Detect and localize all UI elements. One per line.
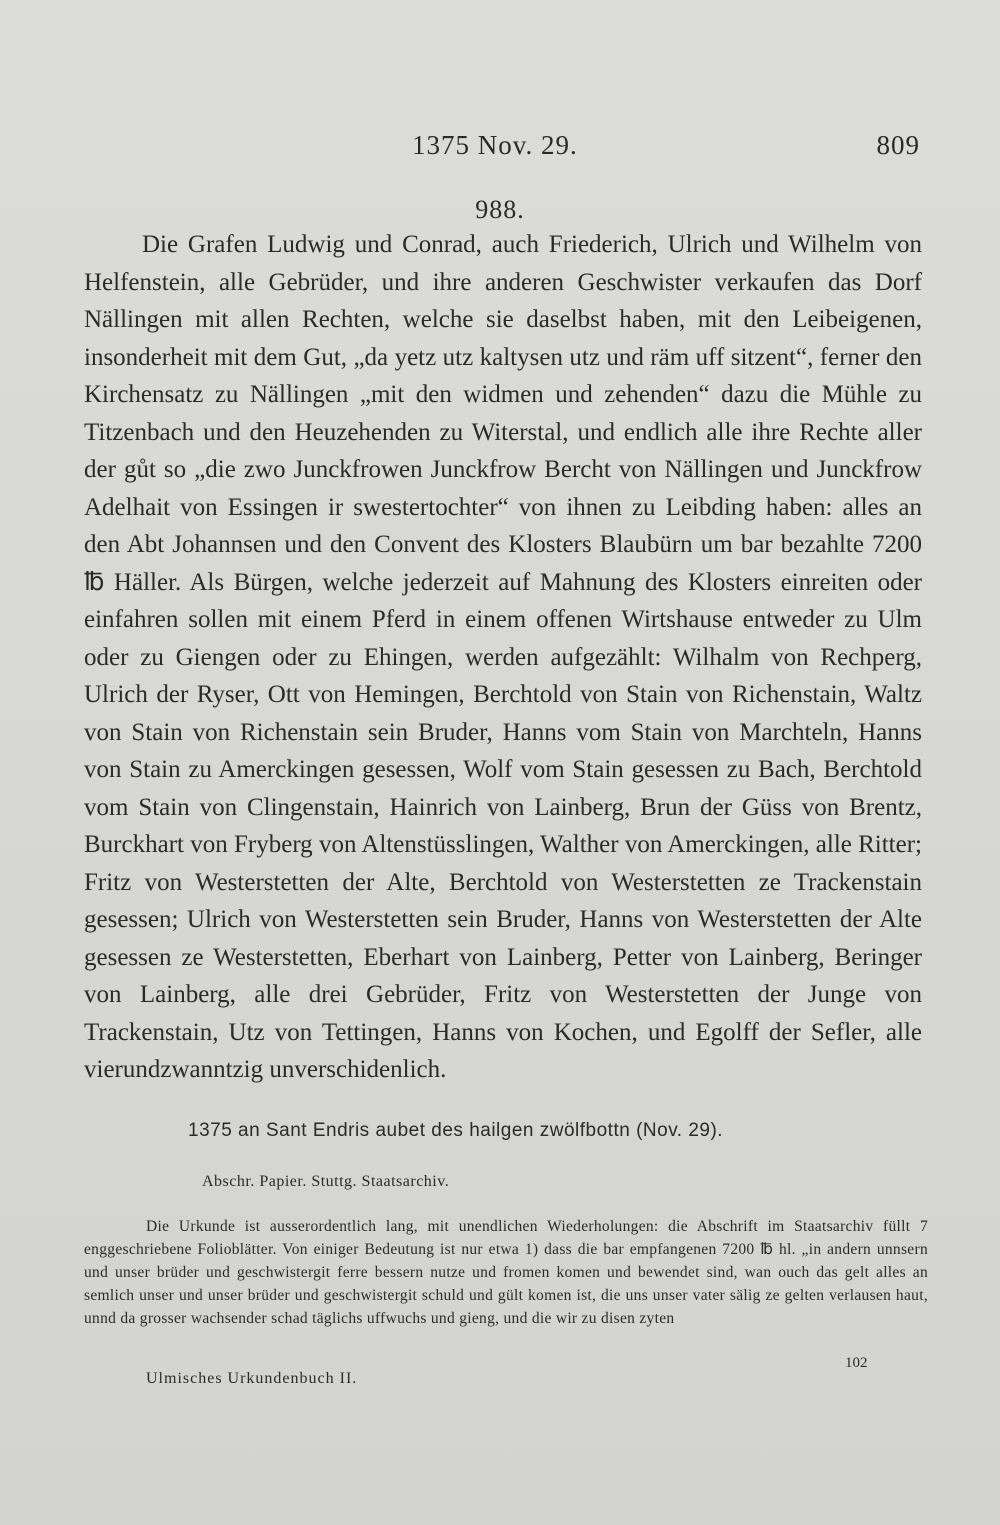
document-number: 988.: [475, 195, 525, 224]
source-note: Abschr. Papier. Stuttg. Staatsarchiv.: [202, 1173, 450, 1190]
dating-line: 1375 an Sant Endris aubet des hailgen zwölfbottn (Nov. 29).: [188, 1120, 724, 1141]
book-title-footer: Ulmisches Urkundenbuch II.: [146, 1370, 358, 1387]
running-head: [0, 130, 1000, 170]
regest-paragraph: Die Grafen Ludwig und Conrad, auch Friederich, Ulrich und Wilhelm von Helfenstein, alle Gebrüder, und ihre anderen Geschwister verkaufen das Dorf Nällingen mit allen Rechten, welche sie daselbst haben, mit den Leibeigenen, insonderheit mit dem Gut, „da yetz utz kaltysen utz und räm uff sitzent“, ferner den Kirchensatz zu Nällingen „mit den widmen und zehenden“ dazu die Mühle zu Titzenbach und den Heuzehenden zu Witerstal, und endlich alle ihre Rechte aller der gůt so „die zwo Junckfrowen Junckfrow Bercht von Nällingen und Junckfrow Adelhait von Essingen ir swestertochter“ von ihnen zu Leibding haben: alles an den Abt Johannsen und den Convent des Klosters Blaubürn um bar bezahlte 7200 ℔ Häller. Als Bürgen, welche jederzeit auf Mahnung des Klosters einreiten oder einfahren sollen mit einem Pferd in einem offenen Wirtshause entweder zu Ulm oder zu Giengen oder zu Ehingen, werden aufgezählt: Wilhalm von Rechperg, Ulrich der Ryser, Ott von Hemingen, Berchtold von Stain von Richenstain, Waltz von Stain von Richenstain sein Bruder, Hanns vom Stain von Marchteln, Hanns von Stain zu Amerckingen gesessen, Wolf vom Stain gesessen zu Bach, Berchtold vom Stain von Clingenstain, Hainrich von Lainberg, Brun der Güss von Brentz, Burckhart von Fryberg von Altenstüsslingen, Walther von Amerckingen, alle Ritter; Fritz von Westerstetten der Alte, Berchtold von Westerstetten ze Trackenstain gesessen; Ulrich von Westerstetten sein Bruder, Hanns von Westerstetten der Alte gesessen ze Westerstetten, Eberhart von Lainberg, Petter von Lainberg, Beringer von Lainberg, alle drei Gebrüder, Fritz von Westerstetten der Junge von Trackenstain, Utz von Tettingen, Hanns von Kochen, und Egolff der Sefler, alle vierundzwanntzig unverschidenlich.: [84, 231, 922, 1083]
running-head-date: 1375 Nov. 29.: [412, 130, 578, 160]
page-number: 809: [876, 130, 920, 160]
printer-signature: 102: [845, 1355, 868, 1371]
commentary-footnote: Die Urkunde ist ausserordentlich lang, mit unendlichen Wiederholungen: die Abschrift im Staatsarchiv füllt 7 enggeschriebene Folioblätter. Von einiger Bedeutung ist nur etwa 1) dass die bar empfangenen 7200 ℔ hl. „in andern unnsern und unser brüder und geschwistergit ferre bessern nutze und fromen komen und bewendet sind, wan ouch das gelt alles an semlich unser und unser brüder und geschwistergit schuld und gült komen ist, die uns unser vater sälig ze gelten verlausen haut, unnd da grosser wachsender schad täglichs uffwuchs und gieng, und die wir zu disen zyten: [84, 1218, 928, 1327]
